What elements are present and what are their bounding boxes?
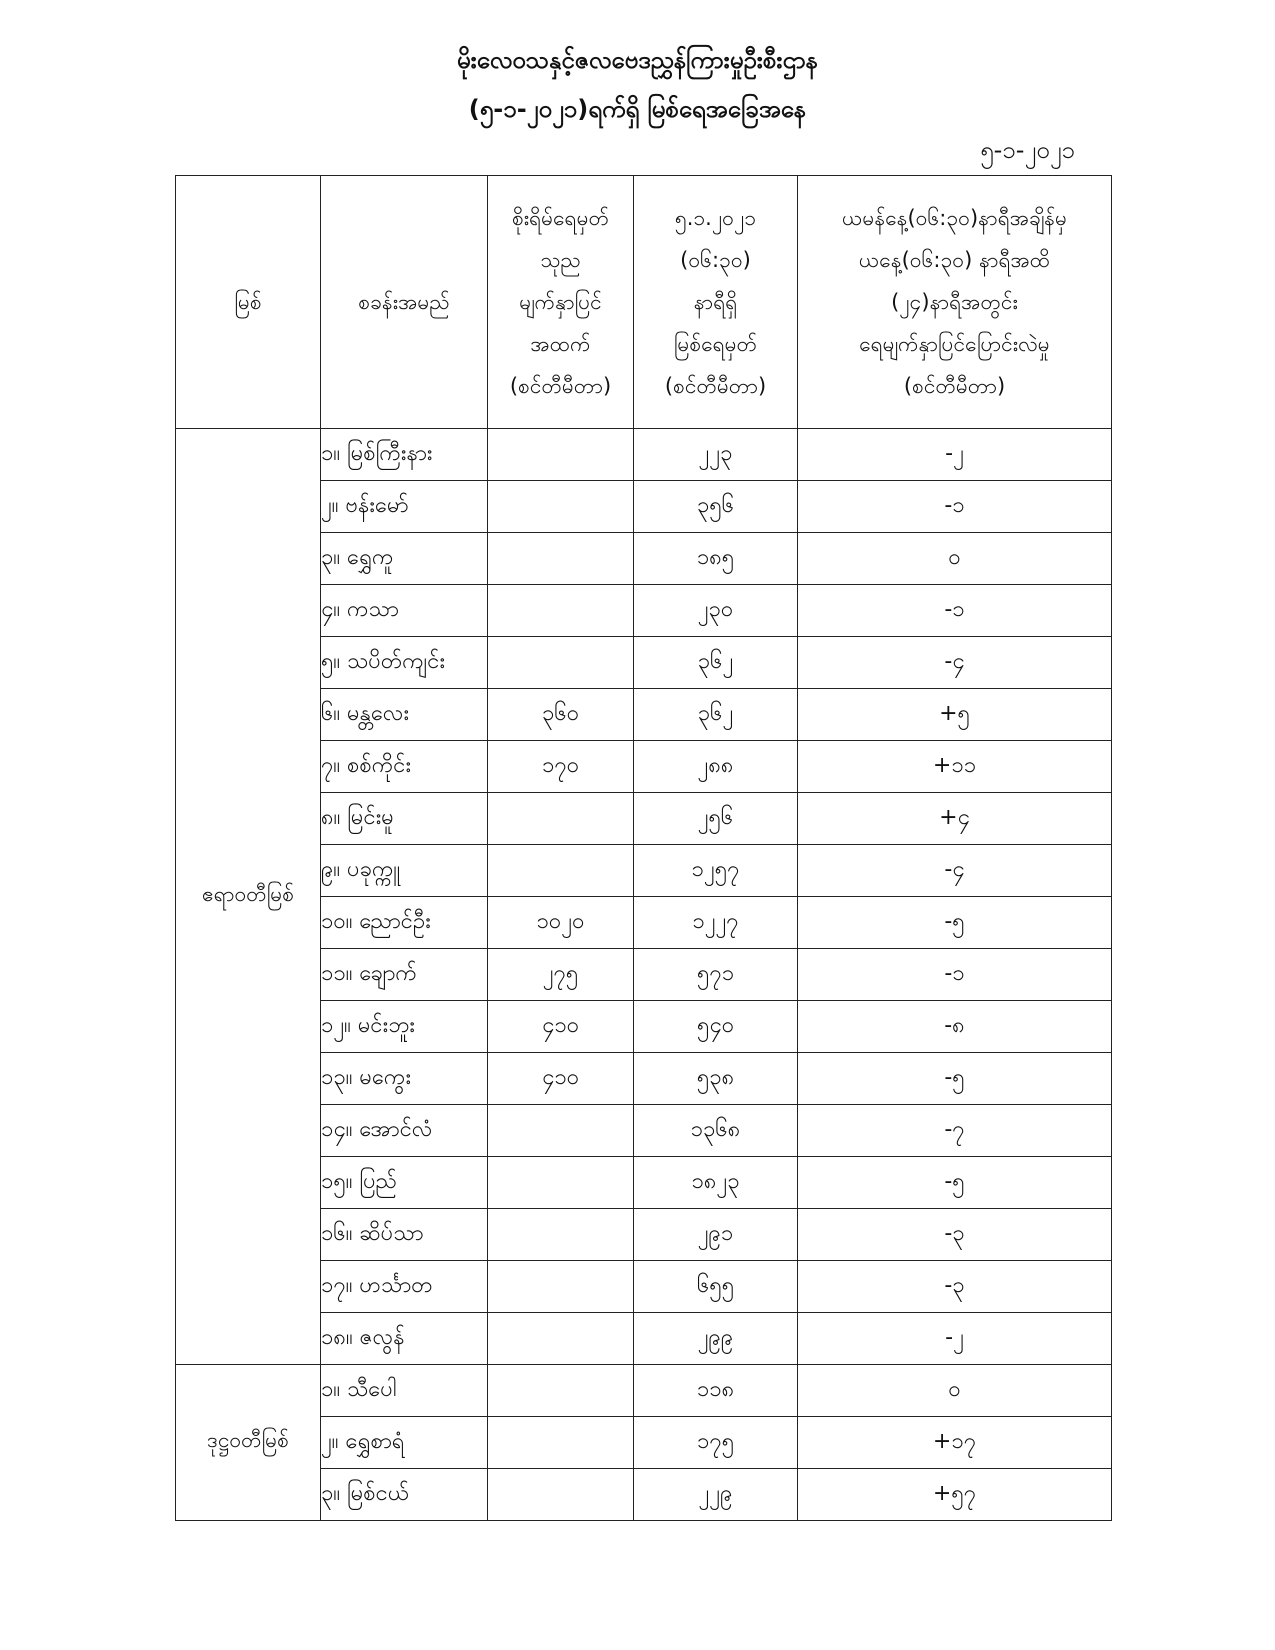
station-name-cell: ၇။ စစ်ကိုင်း: [321, 741, 488, 793]
level-change-cell: -၅: [798, 1157, 1112, 1209]
level-change-cell: -၇: [798, 1105, 1112, 1157]
table-header-row: [176, 176, 1112, 429]
station-name-cell: ၁၄။ အောင်လံ: [321, 1105, 488, 1157]
water-level-cell: ၁၂၅၇: [634, 845, 798, 897]
station-name-cell: ၃။ ရွှေကူ: [321, 533, 488, 585]
water-level-cell: ၂၉၁: [634, 1209, 798, 1261]
level-change-cell: -၁: [798, 585, 1112, 637]
station-name-cell: ၁၇။ ဟင်္သာတ: [321, 1261, 488, 1313]
level-change-cell: -၁: [798, 481, 1112, 533]
water-level-cell: ၃၆၂: [634, 689, 798, 741]
header-24h-change: ယမန်နေ့(၀၆:၃၀)နာရီအချိန်မှ ယနေ့(၀၆:၃၀) နာရီအထိ (၂၄)နာရီအတွင်း ရေမျက်နှာပြင်ပြောင်းလဲမှု (စင်တီမီတာ): [798, 176, 1112, 429]
level-change-cell: -၄: [798, 845, 1112, 897]
level-change-cell: +၁၇: [798, 1417, 1112, 1469]
water-level-cell: ၁၈၅: [634, 533, 798, 585]
water-level-cell: ၁၇၅: [634, 1417, 798, 1469]
danger-level-cell: [488, 481, 634, 533]
danger-level-cell: [488, 1209, 634, 1261]
station-name-cell: ၆။ မန္တလေး: [321, 689, 488, 741]
water-level-cell: ၃၆၂: [634, 637, 798, 689]
danger-level-cell: [488, 1157, 634, 1209]
danger-level-cell: ၄၁၀: [488, 1053, 634, 1105]
station-name-cell: ၁၆။ ဆိပ်သာ: [321, 1209, 488, 1261]
water-level-cell: ၁၃၆၈: [634, 1105, 798, 1157]
danger-level-cell: [488, 1261, 634, 1313]
station-name-cell: ၁၈။ ဇလွန်: [321, 1313, 488, 1365]
level-change-cell: -၃: [798, 1261, 1112, 1313]
level-change-cell: +၅: [798, 689, 1112, 741]
water-level-cell: ၂၃၀: [634, 585, 798, 637]
danger-level-cell: ၁၀၂၀: [488, 897, 634, 949]
water-level-cell: ၂၅၆: [634, 793, 798, 845]
level-change-cell: -၅: [798, 897, 1112, 949]
station-name-cell: ၁၁။ ချောက်: [321, 949, 488, 1001]
station-name-cell: ၂။ ရွှေစာရံ: [321, 1417, 488, 1469]
danger-level-cell: [488, 1105, 634, 1157]
water-level-cell: ၆၅၅: [634, 1261, 798, 1313]
station-name-cell: ၁။ သီပေါ: [321, 1365, 488, 1417]
danger-level-cell: [488, 585, 634, 637]
danger-level-cell: [488, 429, 634, 481]
station-name-cell: ၄။ ကသာ: [321, 585, 488, 637]
water-level-cell: ၃၅၆: [634, 481, 798, 533]
water-level-cell: ၂၈၈: [634, 741, 798, 793]
station-name-cell: ၃။ မြစ်ငယ်: [321, 1469, 488, 1521]
danger-level-cell: ၁၇၀: [488, 741, 634, 793]
document-date: ၅-၁-၂၀၂၁: [980, 136, 1075, 164]
danger-level-cell: [488, 1313, 634, 1365]
level-change-cell: +၁၁: [798, 741, 1112, 793]
station-name-cell: ၁၂။ မင်းဘူး: [321, 1001, 488, 1053]
danger-level-cell: ၄၁၀: [488, 1001, 634, 1053]
station-name-cell: ၁၃။ မကွေး: [321, 1053, 488, 1105]
danger-level-cell: [488, 533, 634, 585]
water-level-cell: ၂၉၉: [634, 1313, 798, 1365]
level-change-cell: ၀: [798, 533, 1112, 585]
water-level-cell: ၅၇၁: [634, 949, 798, 1001]
river-level-table: [175, 175, 1112, 1521]
danger-level-cell: [488, 1365, 634, 1417]
level-change-cell: -၂: [798, 429, 1112, 481]
station-name-cell: ၅။ သပိတ်ကျင်း: [321, 637, 488, 689]
water-level-cell: ၂၂၉: [634, 1469, 798, 1521]
danger-level-cell: ၃၆၀: [488, 689, 634, 741]
water-level-cell: ၅၄၀: [634, 1001, 798, 1053]
water-level-cell: ၅၃၈: [634, 1053, 798, 1105]
danger-level-cell: ၂၇၅: [488, 949, 634, 1001]
document-subtitle: (၅-၁-၂၀၂၁)ရက်ရှိ မြစ်ရေအခြေအနေ: [468, 95, 807, 123]
station-name-cell: ၂။ ဗန်းမော်: [321, 481, 488, 533]
station-name-cell: ၉။ ပခုက္ကူ: [321, 845, 488, 897]
water-level-cell: ၁၂၂၇: [634, 897, 798, 949]
river-name-cell: ဧရာဝတီမြစ်: [176, 429, 321, 1365]
danger-level-cell: [488, 1469, 634, 1521]
station-name-cell: ၁။ မြစ်ကြီးနား: [321, 429, 488, 481]
level-change-cell: +၅၇: [798, 1469, 1112, 1521]
table-row: [176, 1365, 1112, 1417]
station-name-cell: ၁၀။ ညောင်ဦး: [321, 897, 488, 949]
document-title: မိုးလေဝသနှင့်ဇလဗေဒညွှန်ကြားမှုဦးစီးဌာန: [456, 46, 819, 74]
station-name-cell: ၈။ မြင်းမူ: [321, 793, 488, 845]
table-row: [176, 429, 1112, 481]
station-name-cell: ၁၅။ ပြည်: [321, 1157, 488, 1209]
danger-level-cell: [488, 1417, 634, 1469]
level-change-cell: -၂: [798, 1313, 1112, 1365]
water-level-cell: ၁၈၂၃: [634, 1157, 798, 1209]
danger-level-cell: [488, 793, 634, 845]
river-name-cell: ဒုဋ္ဌဝတီမြစ်: [176, 1365, 321, 1521]
level-change-cell: -၄: [798, 637, 1112, 689]
table-body: [176, 429, 1112, 1521]
level-change-cell: ၀: [798, 1365, 1112, 1417]
header-water-level: ၅.၁.၂၀၂၁ (၀၆:၃၀) နာရီရှိ မြစ်ရေမှတ် (စင်တီမီတာ): [634, 176, 798, 429]
level-change-cell: -၅: [798, 1053, 1112, 1105]
header-station: စခန်းအမည်: [321, 176, 488, 429]
danger-level-cell: [488, 845, 634, 897]
water-level-cell: ၂၂၃: [634, 429, 798, 481]
level-change-cell: -၃: [798, 1209, 1112, 1261]
header-danger-level: စိုးရိမ်ရေမှတ် သုည မျက်နှာပြင် အထက် (စင်တီမီတာ): [488, 176, 634, 429]
danger-level-cell: [488, 637, 634, 689]
header-river: မြစ်: [176, 176, 321, 429]
level-change-cell: -၈: [798, 1001, 1112, 1053]
level-change-cell: -၁: [798, 949, 1112, 1001]
level-change-cell: +၄: [798, 793, 1112, 845]
water-level-cell: ၁၁၈: [634, 1365, 798, 1417]
